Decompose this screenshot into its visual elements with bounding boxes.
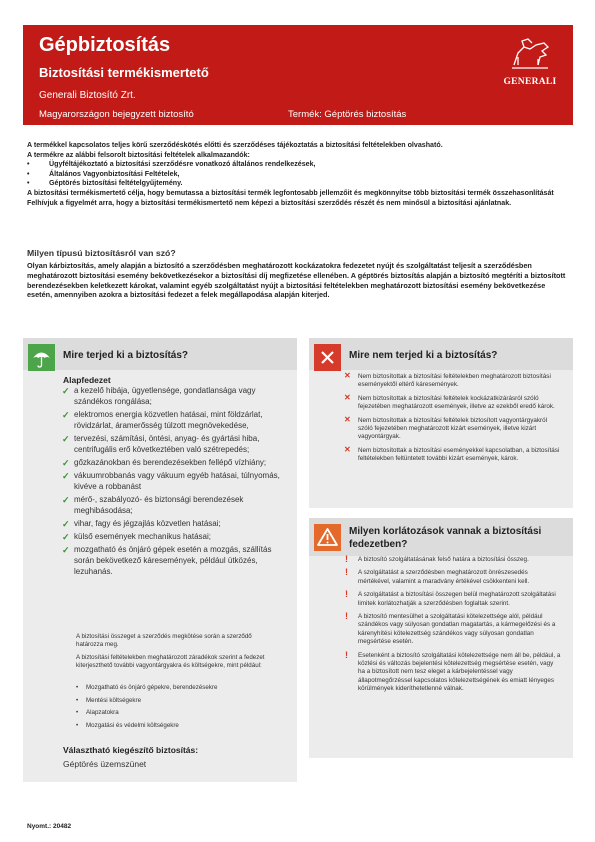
page-subtitle: Biztosítási termékismertető xyxy=(39,65,209,80)
sum-note: A biztosítási összeget a szerződés megkötése során a szerződő határozza meg. xyxy=(76,633,252,649)
limits-list xyxy=(344,556,562,694)
conditions-list xyxy=(27,160,572,189)
extension-note: A biztosítási feltételekben meghatározott záradékok szerint a fedezet kiterjeszthető további vagyontárgyakra és költségekre, mint például: xyxy=(76,654,265,670)
exclamation-icon: ! xyxy=(345,567,348,578)
close-icon xyxy=(314,344,341,371)
check-icon: ✓ xyxy=(62,518,70,529)
umbrella-icon xyxy=(28,344,55,371)
optional-item: Géptörés üzemszünet xyxy=(63,759,147,769)
header-banner xyxy=(23,25,573,125)
intro-line: A biztosítási termékismertető célja, hogy bemutassa a biztosítási termék legfontosabb jellemzőit és megkönnyítse több biztosítási termék összehasonlítását xyxy=(27,188,554,197)
list-item: • Ügyféltájékoztató a biztosítási szerződésre vonatkozó általános rendelkezések, xyxy=(27,160,572,170)
cross-icon: ✕ xyxy=(344,392,351,402)
cross-icon: ✕ xyxy=(344,414,351,424)
warning-icon xyxy=(314,524,341,551)
list-item: ! A biztosító szolgáltatásának felső határa a biztosítási összeg. xyxy=(345,554,529,564)
exclamation-icon: ! xyxy=(345,611,348,622)
print-code: Nyomt.: 20482 xyxy=(27,823,72,830)
list-item: ✕ Nem biztosítottak a biztosítási feltételekben meghatározott biztosítási eseményektől eltérő káresemények. xyxy=(344,371,551,389)
check-icon: ✓ xyxy=(62,531,70,542)
list-item: ! A szolgáltatást a szerződésben meghatározott önrészesedés mértékével, valamint a maradvány értékével csökkenteni kell. xyxy=(345,567,530,585)
list-item: ! A szolgáltatást a biztosítási összegen belül meghatározott szolgáltatási limitek korlátozhatják a szerződésben foglaltak szerint. xyxy=(345,589,556,607)
list-item: ✓ elektromos energia közvetlen hatásai, mint földzárlat, rövidzárlat, áramerősség túlzott megnövekedése, xyxy=(62,409,263,430)
registration-text: Magyarországon bejegyzett biztosító xyxy=(39,109,194,120)
panel-title: Mire terjed ki a biztosítás? xyxy=(63,350,189,361)
section-text: Olyan kárbiztosítás, amely alapján a biztosító a szerződésben meghatározott kockázatokra fedezetet nyújt és szolgáltatást teljesít a szerződésben meghatározott biztosítási esemény bekövetkezésekor a biztosítási díj megfizetése ellenében. A géptörés biztosítás alapján a biztosító megtéríti a biztosított berendezésekben keletkezett károkat, valamint egyéb szolgáltatást nyújt a biztosítási feltételekben meghatározott biztosítási esemény bekövetkezése esetén, amennyiben azokra a biztosítási fedezet a felek megállapodása alapján kiterjed. xyxy=(27,261,566,300)
cross-icon: ✕ xyxy=(344,444,351,454)
company-name: Generali Biztosító Zrt. xyxy=(39,90,136,101)
lion-icon xyxy=(508,35,552,71)
exclamation-icon: ! xyxy=(345,589,348,600)
list-item: ✕ Nem biztosítottak a biztosítási feltételek biztosított vagyontárgyakról szóló fejezetében meghatározott kizárt események, illetve kizárt vagyontárgyak. xyxy=(344,414,547,441)
list-item: • Alapzatokra xyxy=(76,707,217,720)
list-item: ✓ a kezelő hibája, ügyetlensége, gondatlansága vagy szándékos rongálása; xyxy=(62,386,256,406)
panel-header xyxy=(23,338,297,370)
page-title: Gépbiztosítás xyxy=(39,34,171,56)
check-icon: ✓ xyxy=(62,545,70,556)
section-title: Milyen típusú biztosításról van szó? xyxy=(27,248,176,258)
not-covered-list xyxy=(344,373,562,464)
list-item: ! A biztosító mentesülhet a szolgáltatási kötelezettsége alól, például szándékos vagy súlyosan gondatlan magatartás, a kármegelőzési és a kárenyhítési kötelezettség szándékos vagy súlyosan gondatlan megsértése esetén. xyxy=(345,611,556,646)
logo-wordmark: GENERALI xyxy=(503,77,557,87)
list-item: ✓ vihar, fagy és jégzajlás közvetlen hatásai; xyxy=(62,518,221,529)
extensions-list xyxy=(76,682,217,732)
list-item: ! Esetenként a biztosító szolgáltatási kötelezettsége nem áll be, például, a közlési és változás bejelentési kötelezettség megsértése esetén, vagy ha a biztosított nem tesz eleget a kárbejelentéssel vagy állapotmegőrzéssel kapcsolatos kötelezettségének és emiatt lényeges körülmények kideríthetetlenné válnak. xyxy=(345,649,561,693)
intro-line: A termékkel kapcsolatos teljes körű szerződéskötés előtti és szerződéses tájékoztatás a biztosítási feltételekben olvasható. xyxy=(27,141,443,149)
list-item: • Mozgatható és önjáró gépekre, berendezésekre xyxy=(76,682,217,695)
list-item: • Mentési költségekre xyxy=(76,695,217,708)
list-item: • Géptörés biztosítási feltételgyűjtemény. xyxy=(27,179,572,189)
list-item: ✓ vákuumrobbanás vagy vákuum egyéb hatásai, túlnyomás, kivéve a robbanást xyxy=(62,470,280,491)
check-icon: ✓ xyxy=(62,433,70,444)
check-icon: ✓ xyxy=(62,409,70,420)
check-icon: ✓ xyxy=(62,457,70,468)
base-coverage-label: Alapfedezet xyxy=(63,375,111,385)
product-name: Termék: Géptörés biztosítás xyxy=(288,109,407,120)
panel-title: Milyen korlátozások vannak a biztosítási fedezetben? xyxy=(349,526,542,550)
intro-notice: Felhívjuk a figyelmét arra, hogy a biztosítási termékismertető nem képezi a biztosítási szerződés részét és nem minősül a biztosítási ajánlatnak. xyxy=(27,198,512,207)
intro-line: A termékre az alábbi felsorolt biztosítási feltételek alkalmazandók: xyxy=(27,150,250,159)
exclamation-icon: ! xyxy=(345,554,348,564)
panel-header xyxy=(309,338,573,370)
list-item: • Mozgatási és védelmi költségekre xyxy=(76,720,217,733)
intro-section xyxy=(27,141,572,208)
panel-header xyxy=(309,518,573,556)
optional-label: Választható kiegészítő biztosítás: xyxy=(63,745,199,755)
check-icon: ✓ xyxy=(62,470,70,481)
check-icon: ✓ xyxy=(62,386,70,396)
covered-list xyxy=(62,386,284,580)
list-item: ✓ mérő-, szabályozó- és biztonsági berendezések meghibásodása; xyxy=(62,494,244,515)
exclamation-icon: ! xyxy=(345,649,348,660)
list-item: ✕ Nem biztosítottak a biztosítási eseményekkel kapcsolatban, a biztosítási feltételekben feltüntetett további kizárt események, károk. xyxy=(344,444,560,463)
list-item: • Általános Vagyonbiztosítási Feltételek, xyxy=(27,170,572,180)
list-item: ✓ külső események mechanikus hatásai; xyxy=(62,531,211,542)
list-item: ✕ Nem biztosítottak a biztosítási feltételek kockázatkizárásról szóló fejezetében meghatározott események, illetve az ezekből eredő károk. xyxy=(344,392,555,411)
list-item: ✓ tervezési, számítási, öntési, anyag- és gyártási hiba, centrifugális erő következtében való szétrepedés; xyxy=(62,433,260,454)
list-item: ✓ mozgatható és önjáró gépek esetén a mozgás, szállítás során bekövetkező káresemények, például ütközés, lezuhanás. xyxy=(62,545,272,576)
cross-icon: ✕ xyxy=(344,371,351,380)
check-icon: ✓ xyxy=(62,494,70,505)
list-item: ✓ gőzkazánokban és berendezésekben fellépő vízhiány; xyxy=(62,457,267,468)
panel-title: Mire nem terjed ki a biztosítás? xyxy=(349,350,498,361)
generali-logo xyxy=(501,35,559,90)
